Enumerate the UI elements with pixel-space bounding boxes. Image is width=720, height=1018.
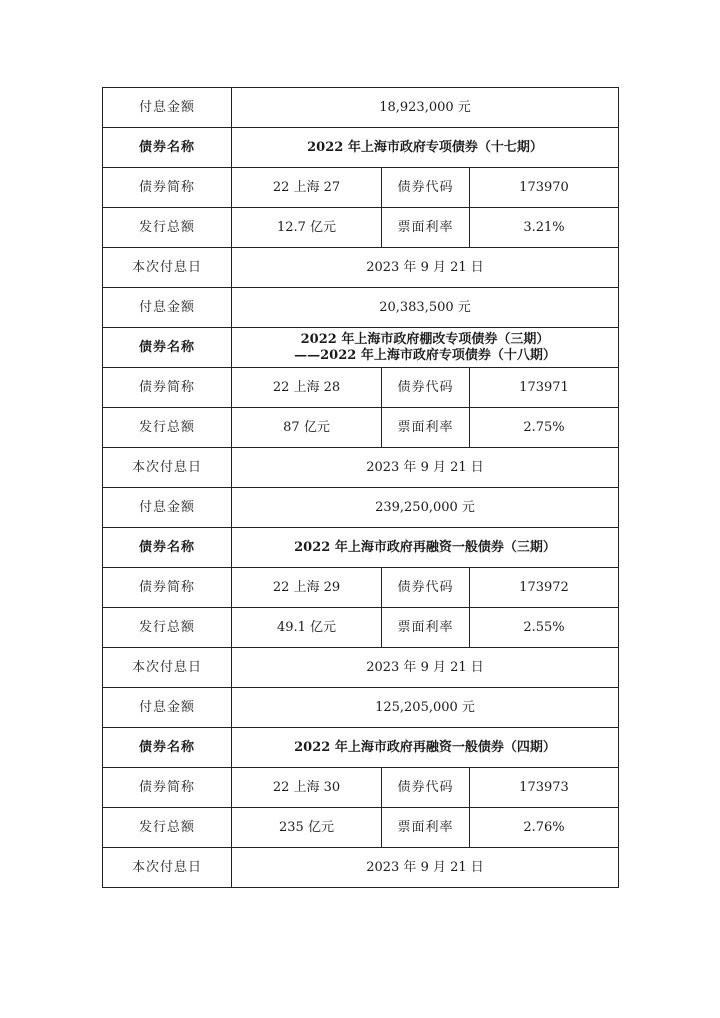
- table-row: [103, 768, 619, 808]
- label-pay-date: 本次付息日: [103, 248, 232, 288]
- label-bond-code: 债券代码: [382, 368, 470, 408]
- label-bond-code: 债券代码: [382, 568, 470, 608]
- label-pay-date: 本次付息日: [103, 848, 232, 888]
- value-pay-date: 2023 年 9 月 21 日: [232, 448, 619, 488]
- value-bond-name: 2022 年上海市政府再融资一般债券（四期）: [232, 728, 619, 768]
- value-issue-total: 87 亿元: [232, 408, 382, 448]
- table-row: [103, 368, 619, 408]
- value-bond-code: 173971: [470, 368, 619, 408]
- value-bond-name: 2022 年上海市政府再融资一般债券（三期）: [232, 528, 619, 568]
- value-pay-amount: 125,205,000 元: [232, 688, 619, 728]
- table-row: [103, 688, 619, 728]
- label-bond-short: 债券简称: [103, 168, 232, 208]
- value-pay-amount: 239,250,000 元: [232, 488, 619, 528]
- table-row: [103, 608, 619, 648]
- value-pay-date: 2023 年 9 月 21 日: [232, 848, 619, 888]
- label-coupon-rate: 票面利率: [382, 208, 470, 248]
- bond-interest-table: [102, 87, 619, 888]
- value-bond-short: 22 上海 30: [232, 768, 382, 808]
- value-coupon-rate: 3.21%: [470, 208, 619, 248]
- value-coupon-rate: 2.76%: [470, 808, 619, 848]
- label-issue-total: 发行总额: [103, 208, 232, 248]
- label-bond-short: 债券简称: [103, 768, 232, 808]
- value-pay-date: 2023 年 9 月 21 日: [232, 248, 619, 288]
- label-issue-total: 发行总额: [103, 808, 232, 848]
- label-bond-name: 债券名称: [103, 328, 232, 368]
- label-bond-name: 债券名称: [103, 528, 232, 568]
- table-row: [103, 728, 619, 768]
- bond-name-line-1: 2022 年上海市政府棚改专项债券（三期）: [300, 331, 550, 347]
- label-pay-amount: 付息金额: [103, 688, 232, 728]
- value-issue-total: 235 亿元: [232, 808, 382, 848]
- table-row: [103, 808, 619, 848]
- value-bond-name: 2022 年上海市政府专项债券（十七期）: [232, 128, 619, 168]
- table-row: [103, 528, 619, 568]
- bond-name-line-2: ——2022 年上海市政府专项债券（十八期）: [294, 347, 556, 363]
- table-row: [103, 208, 619, 248]
- value-pay-date: 2023 年 9 月 21 日: [232, 648, 619, 688]
- value-bond-short: 22 上海 28: [232, 368, 382, 408]
- label-issue-total: 发行总额: [103, 608, 232, 648]
- value-issue-total: 12.7 亿元: [232, 208, 382, 248]
- table-row: [103, 848, 619, 888]
- table-row: [103, 408, 619, 448]
- label-pay-amount: 付息金额: [103, 88, 232, 128]
- label-coupon-rate: 票面利率: [382, 408, 470, 448]
- table-row: [103, 288, 619, 328]
- label-bond-name: 债券名称: [103, 728, 232, 768]
- table-row: [103, 568, 619, 608]
- label-bond-name: 债券名称: [103, 128, 232, 168]
- label-coupon-rate: 票面利率: [382, 608, 470, 648]
- label-pay-date: 本次付息日: [103, 648, 232, 688]
- value-bond-name: [232, 328, 619, 368]
- value-bond-code: 173972: [470, 568, 619, 608]
- label-issue-total: 发行总额: [103, 408, 232, 448]
- label-bond-short: 债券简称: [103, 368, 232, 408]
- table-row: [103, 248, 619, 288]
- label-coupon-rate: 票面利率: [382, 808, 470, 848]
- value-bond-code: 173970: [470, 168, 619, 208]
- value-bond-short: 22 上海 29: [232, 568, 382, 608]
- label-pay-date: 本次付息日: [103, 448, 232, 488]
- table-row: [103, 128, 619, 168]
- value-pay-amount: 20,383,500 元: [232, 288, 619, 328]
- table-row: [103, 448, 619, 488]
- value-pay-amount: 18,923,000 元: [232, 88, 619, 128]
- value-bond-short: 22 上海 27: [232, 168, 382, 208]
- label-pay-amount: 付息金额: [103, 288, 232, 328]
- value-coupon-rate: 2.75%: [470, 408, 619, 448]
- label-bond-code: 债券代码: [382, 768, 470, 808]
- table-row: [103, 168, 619, 208]
- table-row: [103, 328, 619, 368]
- value-issue-total: 49.1 亿元: [232, 608, 382, 648]
- label-pay-amount: 付息金额: [103, 488, 232, 528]
- value-bond-code: 173973: [470, 768, 619, 808]
- table-row: [103, 488, 619, 528]
- label-bond-short: 债券简称: [103, 568, 232, 608]
- table-row: [103, 648, 619, 688]
- label-bond-code: 债券代码: [382, 168, 470, 208]
- table-row: [103, 88, 619, 128]
- value-coupon-rate: 2.55%: [470, 608, 619, 648]
